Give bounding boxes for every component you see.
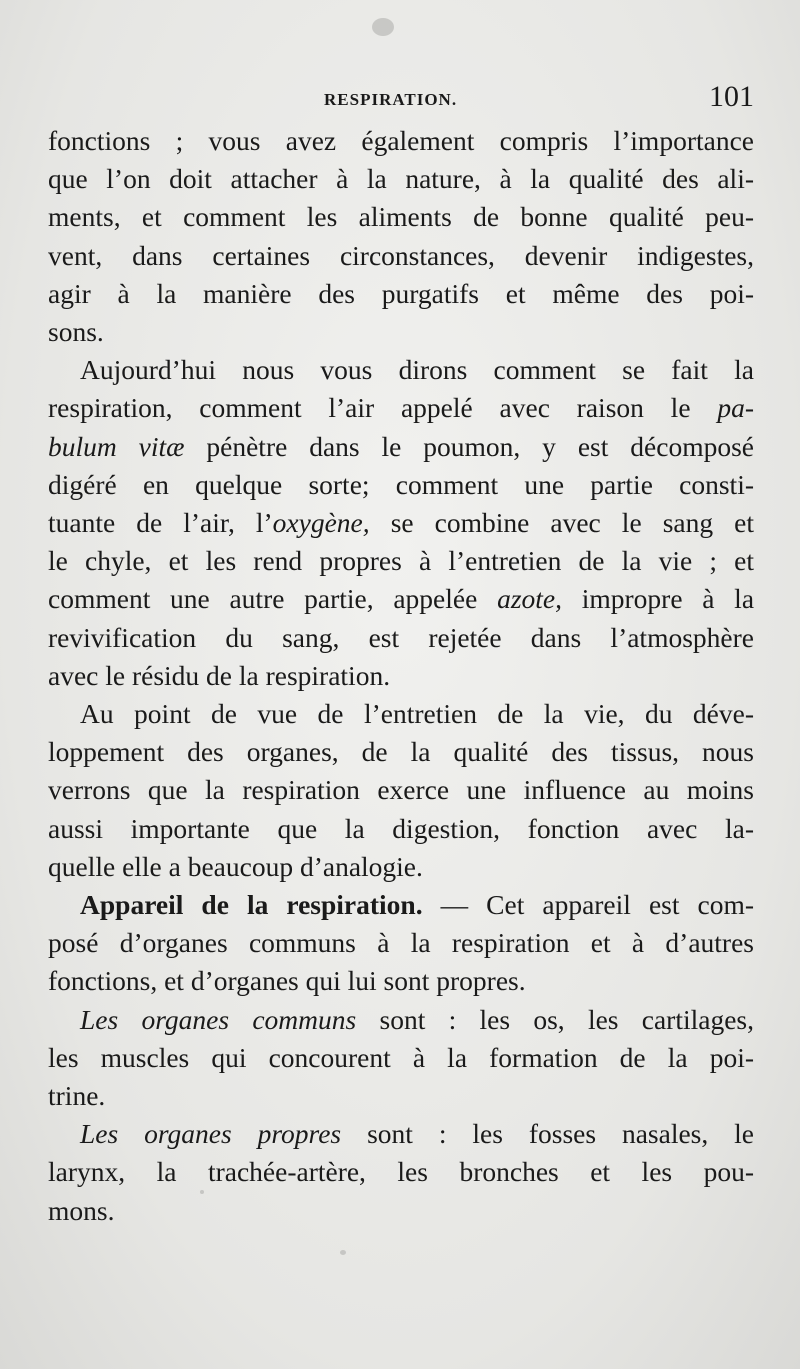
text-line: posé d’organes communs à la respiration et à d’autres (48, 927, 754, 959)
text-line (48, 1001, 754, 1039)
text-span: impropre à la (581, 583, 755, 615)
text-line: que l’on doit attacher à la nature, à la qualité des ali- (48, 163, 754, 195)
text-line: fonctions, et d’organes qui lui sont propres. (48, 965, 526, 997)
latin-term: pa- (717, 392, 754, 424)
text-line: Au point de vue de l’entretien de la vie, du déve- (80, 698, 754, 730)
text-line (48, 580, 754, 618)
paragraph-1 (48, 122, 754, 351)
paper-stain (372, 18, 394, 36)
text-line (48, 886, 754, 924)
italic-term: Les organes communs (80, 1003, 357, 1035)
text-line: trine. (48, 1080, 106, 1112)
text-line: digéré en quelque sorte; comment une partie consti- (48, 468, 754, 500)
running-title: RESPIRATION. (324, 90, 458, 109)
text-line: fonctions ; vous avez également compris l’importance (48, 125, 754, 156)
paragraph-3 (48, 695, 754, 886)
term-azote: azote, (497, 583, 562, 615)
text-line: larynx, la trachée-artère, les bronches et les pou- (48, 1156, 754, 1188)
text-line (48, 389, 754, 427)
paragraph-4 (48, 886, 754, 1001)
text-line: Aujourd’hui nous vous dirons comment se fait la (80, 354, 754, 386)
text-span: sont : les fosses nasales, le (367, 1118, 755, 1150)
text-line: revivification du sang, est rejetée dans l’atmosphère (48, 621, 754, 653)
text-line (48, 428, 754, 466)
page-header (48, 80, 760, 120)
latin-term: bulum vitæ (48, 430, 185, 462)
text-span: respiration, comment l’air appelé avec raison le (48, 392, 691, 424)
section-heading: Appareil de la respiration. (80, 889, 423, 921)
text-line: ments, et comment les aliments de bonne qualité peu- (48, 201, 754, 233)
paragraph-6 (48, 1115, 754, 1230)
text-line: verrons que la respiration exerce une influence au moins (48, 774, 754, 806)
page-body (48, 122, 754, 1230)
text-line: quelle elle a beaucoup d’analogie. (48, 850, 423, 882)
text-span: pénètre dans le poumon, y est décomposé (206, 430, 754, 462)
text-line (48, 1115, 754, 1153)
text-line: mons. (48, 1194, 115, 1226)
text-line (48, 504, 754, 542)
text-line: avec le résidu de la respiration. (48, 659, 391, 691)
paper-speck (340, 1250, 346, 1255)
text-span: comment une autre partie, appelée (48, 583, 478, 615)
text-span: se combine avec le sang et (390, 507, 754, 539)
text-span: tuante de l’air, l’ (48, 507, 273, 539)
text-span: sont : les os, les cartilages, (379, 1003, 755, 1035)
term-oxygene: oxygène, (272, 507, 370, 539)
text-line: les muscles qui concourent à la formation de la poi- (48, 1041, 754, 1073)
text-line: aussi importante que la digestion, fonction avec la- (48, 812, 754, 844)
text-line: vent, dans certaines circonstances, devenir indigestes, (48, 239, 754, 271)
page-number: 101 (709, 80, 754, 113)
paragraph-5 (48, 1001, 754, 1116)
italic-term: Les organes propres (80, 1118, 342, 1150)
paragraph-2 (48, 351, 754, 695)
text-line: sons. (48, 316, 104, 348)
text-span: — Cet appareil est com- (440, 889, 755, 921)
text-line: le chyle, et les rend propres à l’entretien de la vie ; et (48, 545, 754, 577)
text-line: loppement des organes, de la qualité des tissus, nous (48, 736, 754, 768)
text-line: agir à la manière des purgatifs et même des poi- (48, 277, 754, 309)
